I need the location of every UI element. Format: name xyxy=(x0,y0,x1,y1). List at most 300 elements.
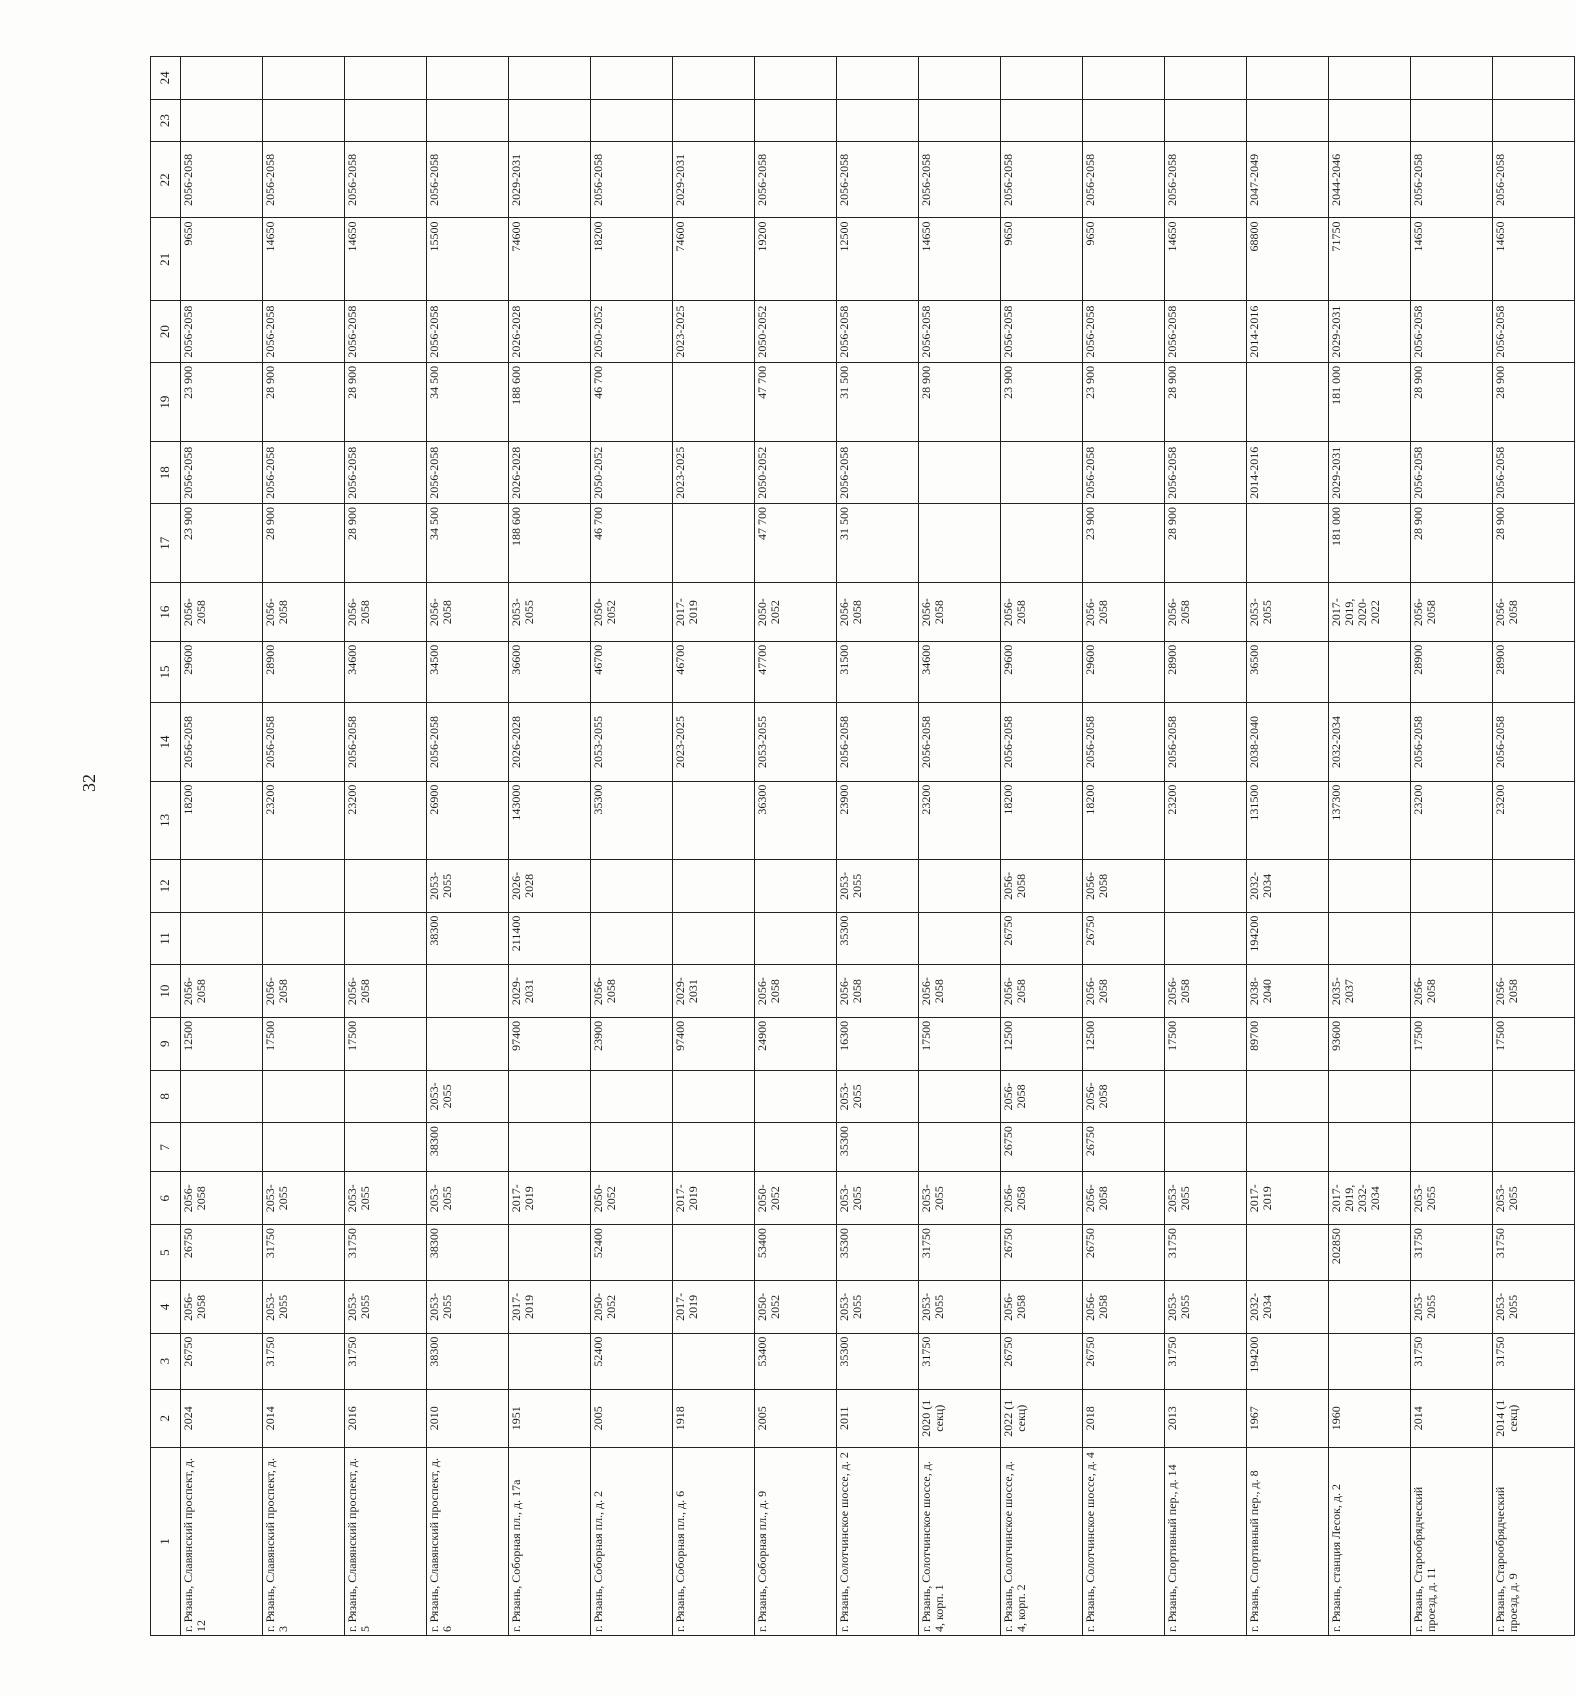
table-cell xyxy=(181,1070,263,1123)
table-cell xyxy=(509,99,591,142)
table-cell: 2056-2058 xyxy=(345,703,427,781)
table-cell: 97400 xyxy=(673,1017,755,1070)
table-cell: 2053-2055 xyxy=(837,1172,919,1225)
table-cell: 2017-2019, 2020-2022 xyxy=(1329,583,1411,641)
table-cell xyxy=(1411,912,1493,965)
table-cell: 2056-2058 xyxy=(1165,301,1247,363)
table-cell: 2029-2031 xyxy=(509,142,591,218)
table-cell: 2056-2058 xyxy=(1083,965,1165,1018)
table-cell: 23200 xyxy=(345,781,427,859)
table-cell: 2056-2058 xyxy=(837,583,919,641)
table-cell xyxy=(755,99,837,142)
table-cell: 2005 xyxy=(591,1389,673,1447)
table-cell xyxy=(591,99,673,142)
table-cell xyxy=(263,99,345,142)
table-cell xyxy=(1247,1123,1329,1172)
table-cell: 2032-2034 xyxy=(1247,1281,1329,1334)
data-table-wrapper xyxy=(150,56,1520,1636)
table-cell xyxy=(509,1123,591,1172)
address-cell: г. Рязань, Солотчинское шоссе, д. 4, корп. 1 xyxy=(919,1447,1001,1635)
table-row xyxy=(181,57,263,1636)
table-cell: 2056-2058 xyxy=(1493,142,1575,218)
table-cell xyxy=(263,912,345,965)
table-cell xyxy=(263,1123,345,1172)
table-cell: 28 900 xyxy=(263,362,345,442)
table-cell: 2050-2052 xyxy=(591,1281,673,1334)
table-cell xyxy=(591,1123,673,1172)
table-cell: 1951 xyxy=(509,1389,591,1447)
column-header: 6 xyxy=(151,1172,181,1225)
table-cell xyxy=(427,57,509,100)
table-cell: 2056-2058 xyxy=(263,703,345,781)
table-cell xyxy=(591,860,673,913)
table-cell: 2056-2058 xyxy=(181,583,263,641)
table-cell: 53400 xyxy=(755,1225,837,1281)
table-cell xyxy=(1493,99,1575,142)
column-header: 5 xyxy=(151,1225,181,1281)
table-cell: 31750 xyxy=(345,1225,427,1281)
table-cell: 89700 xyxy=(1247,1017,1329,1070)
column-header: 19 xyxy=(151,362,181,442)
column-header: 9 xyxy=(151,1017,181,1070)
table-cell: 2056-2058 xyxy=(1083,142,1165,218)
data-table xyxy=(150,56,1575,1636)
table-cell: 2056-2058 xyxy=(1083,860,1165,913)
table-cell: 2050-2052 xyxy=(591,301,673,363)
table-cell: 2056-2058 xyxy=(1083,442,1165,504)
table-cell xyxy=(181,99,263,142)
table-cell: 2056-2058 xyxy=(181,965,263,1018)
table-cell: 46 700 xyxy=(591,504,673,584)
table-cell: 23200 xyxy=(1165,781,1247,859)
table-cell: 34600 xyxy=(919,641,1001,703)
table-cell: 38300 xyxy=(427,1225,509,1281)
table-cell: 2011 xyxy=(837,1389,919,1447)
table-cell: 28 900 xyxy=(1165,504,1247,584)
table-cell xyxy=(263,860,345,913)
column-header: 3 xyxy=(151,1333,181,1389)
table-cell: 2029-2031 xyxy=(673,965,755,1018)
table-cell: 2050-2052 xyxy=(755,1281,837,1334)
table-cell: 35300 xyxy=(837,912,919,965)
table-cell: 12500 xyxy=(181,1017,263,1070)
table-cell xyxy=(919,57,1001,100)
table-cell: 2056-2058 xyxy=(919,583,1001,641)
column-header: 2 xyxy=(151,1389,181,1447)
table-cell: 29600 xyxy=(1001,641,1083,703)
table-cell: 2053-2055 xyxy=(1493,1281,1575,1334)
table-cell: 31 500 xyxy=(837,504,919,584)
table-cell: 18200 xyxy=(1083,781,1165,859)
table-row xyxy=(263,57,345,1636)
table-cell: 46700 xyxy=(673,641,755,703)
address-cell: г. Рязань, Спортивный пер., д. 14 xyxy=(1165,1447,1247,1635)
table-cell: 2017-2019 xyxy=(673,583,755,641)
table-cell: 26750 xyxy=(1001,1123,1083,1172)
table-cell: 2056-2058 xyxy=(181,142,263,218)
table-cell xyxy=(673,1333,755,1389)
table-cell: 31750 xyxy=(345,1333,427,1389)
table-cell: 2056-2058 xyxy=(1083,703,1165,781)
table-cell: 2016 xyxy=(345,1389,427,1447)
table-cell xyxy=(509,1070,591,1123)
table-cell xyxy=(1493,912,1575,965)
table-cell: 2056-2058 xyxy=(1001,1281,1083,1334)
table-cell xyxy=(1329,912,1411,965)
table-cell: 23200 xyxy=(263,781,345,859)
table-cell xyxy=(1083,99,1165,142)
column-header: 13 xyxy=(151,781,181,859)
address-cell: г. Рязань, Соборная пл., д. 17а xyxy=(509,1447,591,1635)
table-cell: 2056-2058 xyxy=(1493,442,1575,504)
table-cell: 38300 xyxy=(427,1333,509,1389)
table-cell: 2035-2037 xyxy=(1329,965,1411,1018)
table-cell xyxy=(1411,1070,1493,1123)
table-cell: 2056-2058 xyxy=(1165,583,1247,641)
table-cell: 2005 xyxy=(755,1389,837,1447)
table-cell: 2056-2058 xyxy=(1411,142,1493,218)
table-cell: 2017-2019 xyxy=(673,1172,755,1225)
address-cell: г. Рязань, Солотчинское шоссе, д. 2 xyxy=(837,1447,919,1635)
table-cell: 34 500 xyxy=(427,362,509,442)
table-cell xyxy=(1001,57,1083,100)
table-cell: 38300 xyxy=(427,1123,509,1172)
table-cell: 74600 xyxy=(509,218,591,301)
table-cell xyxy=(1329,641,1411,703)
table-cell: 26750 xyxy=(1083,1123,1165,1172)
table-row xyxy=(345,57,427,1636)
table-cell: 31750 xyxy=(263,1333,345,1389)
table-cell: 2017-2019 xyxy=(1247,1172,1329,1225)
address-cell: г. Рязань, Славянский проспект, д. 12 xyxy=(181,1447,263,1635)
table-cell: 2056-2058 xyxy=(1001,301,1083,363)
table-cell xyxy=(1247,57,1329,100)
address-cell: г. Рязань, Солотчинское шоссе, д. 4, корп. 2 xyxy=(1001,1447,1083,1635)
table-cell: 2010 xyxy=(427,1389,509,1447)
table-row xyxy=(1493,57,1575,1636)
table-cell: 2056-2058 xyxy=(1411,583,1493,641)
table-cell: 26750 xyxy=(1083,1225,1165,1281)
address-cell: г. Рязань, Соборная пл., д. 9 xyxy=(755,1447,837,1635)
table-cell: 2017-2019 xyxy=(673,1281,755,1334)
table-cell: 137300 xyxy=(1329,781,1411,859)
table-cell: 52400 xyxy=(591,1225,673,1281)
table-cell xyxy=(345,57,427,100)
table-cell xyxy=(1165,912,1247,965)
table-cell xyxy=(919,1070,1001,1123)
table-cell: 2053-2055 xyxy=(427,860,509,913)
table-cell: 2053-2055 xyxy=(837,1281,919,1334)
table-cell: 31750 xyxy=(1165,1333,1247,1389)
table-cell: 2014 xyxy=(1411,1389,1493,1447)
table-cell xyxy=(919,1123,1001,1172)
table-cell: 9650 xyxy=(1083,218,1165,301)
table-cell xyxy=(919,860,1001,913)
table-cell: 26750 xyxy=(181,1333,263,1389)
table-cell xyxy=(509,1333,591,1389)
table-cell: 28900 xyxy=(1493,641,1575,703)
table-cell: 2053-2055 xyxy=(345,1281,427,1334)
table-cell: 23 900 xyxy=(181,362,263,442)
table-cell: 2056-2058 xyxy=(837,142,919,218)
table-cell xyxy=(1329,57,1411,100)
table-cell: 24900 xyxy=(755,1017,837,1070)
table-cell: 29600 xyxy=(181,641,263,703)
table-cell: 2053-2055 xyxy=(919,1172,1001,1225)
table-row xyxy=(1329,57,1411,1636)
table-cell: 181 000 xyxy=(1329,504,1411,584)
table-cell: 23 900 xyxy=(1083,504,1165,584)
table-cell: 2014 xyxy=(263,1389,345,1447)
table-cell: 2038-2040 xyxy=(1247,703,1329,781)
column-header: 23 xyxy=(151,99,181,142)
table-cell: 28 900 xyxy=(919,362,1001,442)
table-cell: 23 900 xyxy=(1083,362,1165,442)
table-cell: 31 500 xyxy=(837,362,919,442)
table-cell: 2032-2034 xyxy=(1329,703,1411,781)
table-cell: 2056-2058 xyxy=(427,442,509,504)
table-cell xyxy=(345,860,427,913)
table-cell: 18200 xyxy=(1001,781,1083,859)
table-cell: 2056-2058 xyxy=(427,142,509,218)
table-row xyxy=(427,57,509,1636)
table-cell xyxy=(591,912,673,965)
table-row xyxy=(591,57,673,1636)
table-cell: 31750 xyxy=(919,1333,1001,1389)
table-cell: 28 900 xyxy=(345,504,427,584)
table-cell: 28 900 xyxy=(1493,504,1575,584)
table-cell: 202850 xyxy=(1329,1225,1411,1281)
table-cell: 2056-2058 xyxy=(919,142,1001,218)
column-header: 10 xyxy=(151,965,181,1018)
table-cell xyxy=(427,965,509,1018)
table-cell: 31750 xyxy=(1411,1225,1493,1281)
table-cell: 2056-2058 xyxy=(1083,1070,1165,1123)
table-cell: 26750 xyxy=(1083,1333,1165,1389)
page-number: 32 xyxy=(79,774,99,792)
address-cell: г. Рязань, Спортивный пер., д. 8 xyxy=(1247,1447,1329,1635)
table-cell: 2056-2058 xyxy=(919,965,1001,1018)
table-cell: 2056-2058 xyxy=(837,703,919,781)
table-cell: 2056-2058 xyxy=(837,301,919,363)
table-cell xyxy=(673,504,755,584)
table-cell: 2053-2055 xyxy=(1493,1172,1575,1225)
table-cell: 2017-2019 xyxy=(509,1172,591,1225)
table-cell: 211400 xyxy=(509,912,591,965)
table-cell: 52400 xyxy=(591,1333,673,1389)
table-cell xyxy=(673,781,755,859)
table-cell xyxy=(673,99,755,142)
table-cell: 2022 (1 секц) xyxy=(1001,1389,1083,1447)
table-cell xyxy=(509,1225,591,1281)
table-cell: 28 900 xyxy=(263,504,345,584)
table-cell: 2056-2058 xyxy=(263,142,345,218)
table-cell xyxy=(1329,99,1411,142)
table-cell xyxy=(919,504,1001,584)
table-cell: 12500 xyxy=(1083,1017,1165,1070)
table-cell: 2026-2028 xyxy=(509,301,591,363)
table-cell xyxy=(591,1070,673,1123)
table-cell xyxy=(1411,860,1493,913)
table-cell: 28 900 xyxy=(1411,362,1493,442)
table-cell xyxy=(1165,57,1247,100)
table-cell xyxy=(1329,1333,1411,1389)
table-cell: 2050-2052 xyxy=(591,583,673,641)
table-cell: 26900 xyxy=(427,781,509,859)
table-cell: 2056-2058 xyxy=(1165,442,1247,504)
table-cell xyxy=(591,57,673,100)
table-cell: 18200 xyxy=(591,218,673,301)
table-cell: 2047-2049 xyxy=(1247,142,1329,218)
table-cell: 46 700 xyxy=(591,362,673,442)
table-cell: 2056-2058 xyxy=(345,965,427,1018)
table-row xyxy=(1247,57,1329,1636)
table-cell: 23 900 xyxy=(181,504,263,584)
table-cell: 2056-2058 xyxy=(263,301,345,363)
table-cell: 2056-2058 xyxy=(181,301,263,363)
table-cell: 2056-2058 xyxy=(919,703,1001,781)
address-cell: г. Рязань, Соборная пл., д. 6 xyxy=(673,1447,755,1635)
table-cell: 36600 xyxy=(509,641,591,703)
table-cell: 14650 xyxy=(263,218,345,301)
table-cell xyxy=(1329,1070,1411,1123)
table-cell xyxy=(1247,504,1329,584)
table-cell: 16300 xyxy=(837,1017,919,1070)
table-cell: 2050-2052 xyxy=(755,583,837,641)
table-cell xyxy=(345,1070,427,1123)
table-cell xyxy=(263,57,345,100)
table-cell: 9650 xyxy=(181,218,263,301)
table-cell: 2056-2058 xyxy=(1165,703,1247,781)
table-cell: 2056-2058 xyxy=(427,703,509,781)
table-row xyxy=(509,57,591,1636)
table-cell: 2056-2058 xyxy=(1411,301,1493,363)
column-header: 20 xyxy=(151,301,181,363)
table-cell: 31500 xyxy=(837,641,919,703)
table-cell: 143000 xyxy=(509,781,591,859)
table-cell xyxy=(837,99,919,142)
table-cell: 26750 xyxy=(1001,1333,1083,1389)
table-cell: 2056-2058 xyxy=(1083,1172,1165,1225)
table-cell: 2013 xyxy=(1165,1389,1247,1447)
column-header: 12 xyxy=(151,860,181,913)
table-cell: 17500 xyxy=(1411,1017,1493,1070)
column-header: 24 xyxy=(151,57,181,100)
table-cell: 2053-2055 xyxy=(345,1172,427,1225)
table-cell: 2050-2052 xyxy=(591,1172,673,1225)
table-cell: 2026-2028 xyxy=(509,703,591,781)
table-cell: 2053-2055 xyxy=(509,583,591,641)
table-cell: 2029-2031 xyxy=(509,965,591,1018)
table-cell xyxy=(1247,1225,1329,1281)
table-cell xyxy=(345,1123,427,1172)
table-cell: 2044-2046 xyxy=(1329,142,1411,218)
table-cell xyxy=(1411,57,1493,100)
table-cell: 2053-2055 xyxy=(919,1281,1001,1334)
table-cell: 23900 xyxy=(591,1017,673,1070)
table-cell xyxy=(1247,1070,1329,1123)
table-cell: 2056-2058 xyxy=(181,1172,263,1225)
table-cell: 188 600 xyxy=(509,504,591,584)
table-cell: 1967 xyxy=(1247,1389,1329,1447)
table-cell: 2032-2034 xyxy=(1247,860,1329,913)
table-cell: 26750 xyxy=(1001,912,1083,965)
address-cell: г. Рязань, Солотчинское шоссе, д. 4 xyxy=(1083,1447,1165,1635)
table-cell: 35300 xyxy=(837,1225,919,1281)
table-cell xyxy=(1001,504,1083,584)
address-cell: г. Рязань, станция Лесок, д. 2 xyxy=(1329,1447,1411,1635)
table-cell: 2053-2055 xyxy=(591,703,673,781)
table-row xyxy=(1165,57,1247,1636)
table-cell: 2056-2058 xyxy=(345,142,427,218)
column-header: 18 xyxy=(151,442,181,504)
table-cell: 2056-2058 xyxy=(1493,301,1575,363)
table-cell: 97400 xyxy=(509,1017,591,1070)
table-row xyxy=(1083,57,1165,1636)
table-cell: 2056-2058 xyxy=(1493,583,1575,641)
table-cell: 31750 xyxy=(1493,1225,1575,1281)
table-cell: 17500 xyxy=(345,1017,427,1070)
table-cell: 2050-2052 xyxy=(755,301,837,363)
table-cell: 2029-2031 xyxy=(1329,442,1411,504)
table-cell xyxy=(1493,860,1575,913)
table-cell xyxy=(1247,362,1329,442)
table-cell: 2020 (1 секц) xyxy=(919,1389,1001,1447)
table-cell: 38300 xyxy=(427,912,509,965)
table-cell: 2056-2058 xyxy=(1083,301,1165,363)
table-cell xyxy=(755,912,837,965)
table-cell xyxy=(181,57,263,100)
table-cell xyxy=(1083,57,1165,100)
table-cell: 2056-2058 xyxy=(919,301,1001,363)
table-cell: 34500 xyxy=(427,641,509,703)
table-cell: 2053-2055 xyxy=(427,1070,509,1123)
table-cell: 2056-2058 xyxy=(181,703,263,781)
table-cell: 28900 xyxy=(1411,641,1493,703)
table-cell: 2017-2019 xyxy=(509,1281,591,1334)
table-cell: 2050-2052 xyxy=(755,442,837,504)
table-cell: 31750 xyxy=(1493,1333,1575,1389)
table-cell xyxy=(755,1070,837,1123)
table-cell: 12500 xyxy=(837,218,919,301)
table-cell: 17500 xyxy=(919,1017,1001,1070)
table-cell: 2056-2058 xyxy=(345,442,427,504)
table-cell: 14650 xyxy=(919,218,1001,301)
table-cell: 2056-2058 xyxy=(263,442,345,504)
table-cell xyxy=(673,1225,755,1281)
table-cell: 2056-2058 xyxy=(755,142,837,218)
table-cell: 12500 xyxy=(1001,1017,1083,1070)
table-cell xyxy=(181,860,263,913)
table-cell: 2056-2058 xyxy=(1411,703,1493,781)
table-row xyxy=(837,57,919,1636)
address-cell: г. Рязань, Старообрядческий проезд, д. 11 xyxy=(1411,1447,1493,1635)
table-cell: 2053-2055 xyxy=(755,703,837,781)
table-cell: 31750 xyxy=(1411,1333,1493,1389)
table-cell xyxy=(755,57,837,100)
table-cell: 2056-2058 xyxy=(591,965,673,1018)
table-cell: 47700 xyxy=(755,641,837,703)
table-cell xyxy=(1247,99,1329,142)
table-cell: 2053-2055 xyxy=(1411,1172,1493,1225)
table-cell: 31750 xyxy=(919,1225,1001,1281)
table-cell: 35300 xyxy=(837,1123,919,1172)
table-cell: 93600 xyxy=(1329,1017,1411,1070)
table-cell: 34 500 xyxy=(427,504,509,584)
table-cell: 9650 xyxy=(1001,218,1083,301)
table-cell: 2053-2055 xyxy=(427,1172,509,1225)
table-cell xyxy=(673,860,755,913)
